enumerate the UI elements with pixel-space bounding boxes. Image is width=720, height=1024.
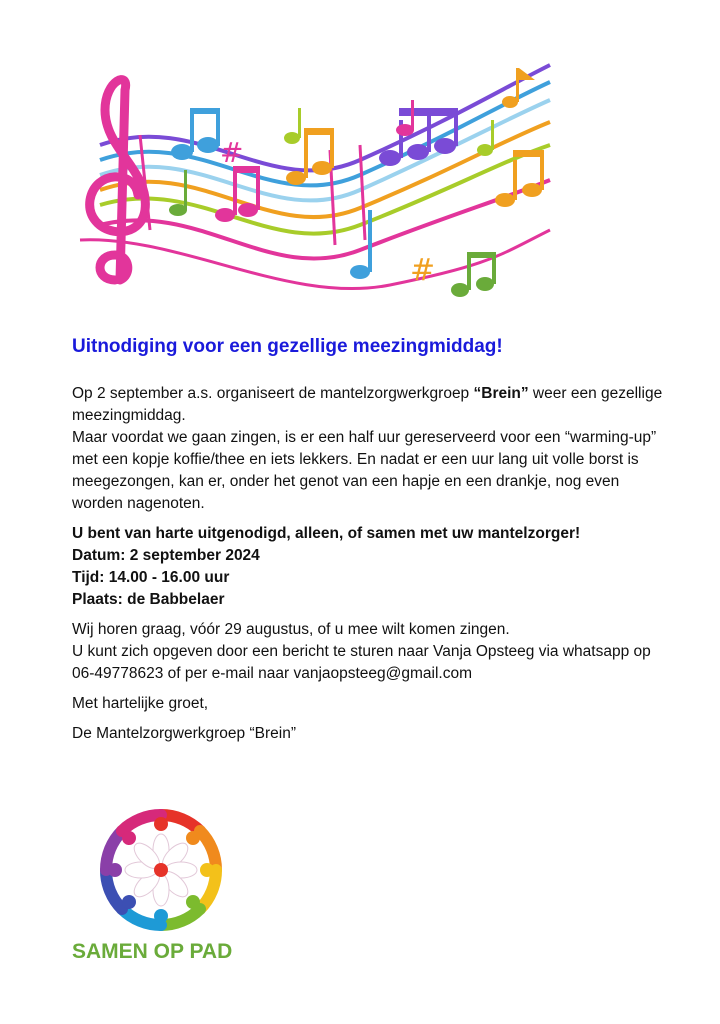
intro-part2: weer een gezellige meezingmiddag.	[72, 385, 663, 424]
group-name: “Brein”	[473, 385, 529, 402]
music-notes-staff-icon	[60, 50, 560, 315]
details-paragraph: Maar voordat we gaan zingen, is er een half uur gereserveerd voor een “warming-up” met een kopje koffie/thee en iets lekkers. En nadat er een uur lang uit volle borst is meegezongen, kan er, onder het genot van een hapje en een drankje, nog even worden nagenoten.	[72, 429, 657, 512]
place-line: Plaats: de Babbelaer	[72, 591, 225, 608]
rsvp-line1: Wij horen graag, vóór 29 augustus, of u mee wilt komen zingen.	[72, 621, 510, 638]
flower-people-circle-logo-icon	[94, 806, 229, 934]
svg-text:#: #	[220, 136, 244, 169]
date-line: Datum: 2 september 2024	[72, 547, 260, 564]
signature: De Mantelzorgwerkgroep “Brein”	[72, 725, 296, 742]
slogan: SAMEN OP PAD	[72, 940, 233, 963]
invite-line: U bent van harte uitgenodigd, alleen, of samen met uw mantelzorger!	[72, 525, 581, 542]
invitation-body	[72, 383, 672, 745]
svg-text:#: #	[410, 253, 436, 288]
intro-part1: Op 2 september a.s. organiseert de mantelzorgwerkgroep	[72, 385, 474, 402]
page-title: Uitnodiging voor een gezellige meezingmiddag!	[72, 336, 503, 357]
greeting: Met hartelijke groet,	[72, 695, 209, 712]
time-line: Tijd: 14.00 - 16.00 uur	[72, 569, 230, 586]
intro-paragraph	[72, 383, 672, 427]
rsvp-line2: U kunt zich opgeven door een bericht te sturen naar Vanja Opsteeg via whatsapp op 06-49778623 of per e-mail naar vanjaopsteeg@gmail.com	[72, 643, 651, 682]
